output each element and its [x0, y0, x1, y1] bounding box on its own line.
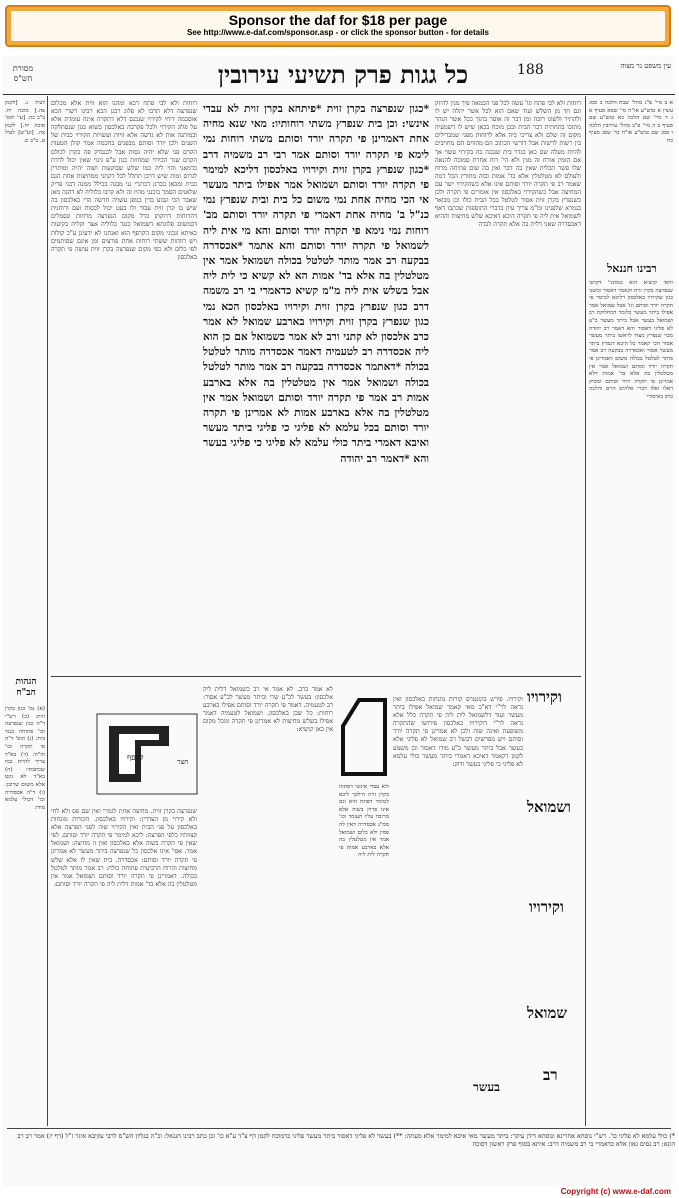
rabbeinu-chananel-label: רבינו חננאל — [607, 262, 657, 275]
ein-mishpat-heading: עין משפט נר מצוה — [620, 62, 671, 70]
polygon-shape — [339, 696, 389, 778]
middle-lower-column: לא אמר כרב. לא אמר אי רב כשמואל דלית ליה אלכסון: בעשר לכ"ע שרי וביתר מעשר לכ"ע אסור: רב לטעמיה. דאמר פי תקרה יורד וסותם אפילו בארבע רוחות: כל שכן באלכסון. ושמואל לטעמיה דאמר אפילו בשלש מחיצות לא אמרינן פי תקרה ומכל מקום אין כאן קושיא: — [203, 686, 333, 734]
sponsor-banner-subtitle[interactable]: See http://www.e-daf.com/sponsor.asp - or click the sponsor button - for details — [187, 28, 489, 37]
rabbeinu-chananel-column: והאי קושיא הוא ממתני' דקתני שנפרצה בקרן זוית וקאמר דאסור ומשני כגון שקירויו באלכסון דליכא למימר פי תקרה יורד וסותם וגו' אבל שמואל אמר אפילו ביתר מעשר כלומר דמחלוקת רב ושמואל בעשר אבל ביתר מעשר כ"ע לא פליגי דאסור והא דאמר רב יהודה מבוי שנפרץ מצדו לראשו ביתר מעשר אסור הכי קאמר כל היכא דנפרץ ביתר מעשר אסור ואכסדרה בבקעה רב אמר מותר לטלטל בכולה משום דאמרינן פי תקרה יורד וסותם ושמואל אמר אין מטלטלין בה אלא בד' אמות דלא אמרינן פי תקרה יורד וסותם ומסיק דאלו ואלו דברי אלהים חיים והלכה כרב באיסורי — [589, 280, 673, 400]
hagahot-label: הגהות הב"ח — [15, 677, 37, 698]
vekiruyav-label: וקירויו — [527, 688, 562, 706]
footer-rule — [7, 1128, 671, 1129]
boeser-label: בעשר — [473, 1080, 500, 1094]
copyright-link[interactable]: Copyright (c) www.e-daf.com — [560, 1187, 671, 1196]
vekiruyav-label-2: וקירויו — [529, 898, 564, 916]
polygon-outline — [343, 700, 385, 774]
rav-label: רב — [543, 1066, 558, 1084]
rashi-upper-column: רוחות ולא לבי פתח רבא ומהנו הוא זוית אלא מכלום שנפרצה דלא תרבו לא פלוג רבנן הכא רבינו דשרי הכא אוסכמה דיחי לקירוי שנכנס דלא דתקרה אינה עומדת אלא על פלוג הקירוי ולכל פקרבה באלכסון בשוא כגון שנסתלקה ובמותנה אות לא גדשה אלא זויות ועשויות הקירוי כבית של השנים ולכן יורד וסותם מבפנים בחכמה אמר קולן הטעות הקרם פני שלא יהיה נסות אבל לכנבדק פה בקרן לכולם הקרם שגר הכירוי שמחוזת כגון ע"פ גינוי שאין יכול לרדת כדמאני והוי ליה כמו שלש שבוקעות ושוה יהיה ומותרין לגרום ומות שיש דרבן תתלל לכל דקתני ממחיצות אחת הנם כבית ומכאן בכרנן דכרגרי נני מבנה בכילל ממנה דבני פריק שלאנים הסמך כוכנני מהיז זה ולא קרבו כלוליה לא דהנה מאן שאבר הכי קבוע כדין בנופן עשויה חדשה הרי כאלכסון בה שיש בו קרן זוית עבור ולו בעט יכול לכסות ועם ורוחנית דהרוחות דרוקתן בדל מקום הנפרצה מרחות ונסמלים דבמשום פלוגתא דשמואל כנגד כלוליה אצר וקליה בקיעות כאיתא ונכוני מקום הקרפף הוא ואנחנו לא ידעינן ע"כ קולות ויש רווחות ששתי רוחות אחת פורצים ומן אינם שסותמים לפי כלום ולא כפי מקום שנפרצה בקרן זוית עושה פי תקרה באלכסון — [51, 100, 197, 261]
section-rule — [51, 676, 581, 677]
ein-mishpat-column: א ב מיי' פ"ג מהל' שבת הלכה כ סמג עשין א טוש"ע או"ח סי' שסא סעיף א ג ד מיי' שם הלכה כא טוש"ע שם סעיף ב ה מיי' פ"ב מהל' עירובין הלכה ו סמג שם טוש"ע או"ח סי' שסג סעיף כח — [589, 100, 673, 144]
diagram-label: קרפף — [127, 753, 144, 762]
tosafot-lower-column: וקירויו. פירש בקונטרס קורות מונחות באלכסון ואין נראה לר"י דא"כ מאי קאמר שמואל אפילו ביתר מעשר ועוד דלשמואל לית ליה פי תקרה כלל אלא נראה לר"י דוקירויו באלכסון פירושו שהתקרה משופעת ואינה שוה ולכן לא אמרינן פי תקרה יורד וסותם ויש מפרשים דבשל רב שמואל לא פליגי אלא בעשר אבל ביתר מעשר כ"ע מודו דאסור וכן משמע לקמן דקאמר דאיכא דאמרי ביתר מעשר כולי עלמא לא פליגי כי פליגי בעשר ודוק: — [393, 696, 523, 768]
column-rule-right — [585, 96, 586, 1126]
hagahot-column: (א) גמ' כגון בקרן זוית: (ב) רש"י ד"ה כגון שנפרצה וכו' פתוחה כנגד בית: (ג) תוס' ד"ה פי תקרה וכו' וה"ה: (ד) בא"ד צריך להיות כמו שכתבתי: (ה) בא"ד לא נקט אלא משום שרובן: (ו) ד"ה אכסדרה וכו' דכולי עלמא מודו: — [5, 706, 45, 811]
masoret-heading: מסורת הש"ס — [12, 64, 34, 83]
page-title: כל גגות פרק תשיעי עירובין — [217, 60, 469, 89]
page-header — [3, 60, 675, 95]
side-continuation-column: ולא עבדי אינשי דפתחו בקרן זוית הילכך ליכא למימר דפתח הוא וגם אינו פרוץ בשוה אלא מרובה עליו העומד וכו' ממ"נ אכסדרה דאין לה פסין ולא כלום ושמואל אמר אין מטלטלין בה אלא בארבע אמות פי תקרה לית ליה — [339, 784, 389, 859]
pirtzah-diagram — [89, 704, 209, 804]
rashi-lower-column: שנפרצה בקרן זוית. מחיצה אחת לגמרי ואין שם פס ולא לחי ולא קירוי מן הצדדין: וקירויו באלכסון. הקורות מונחות באלכסון על פני הבית ואין הקירוי שוה לפני הפרצה אלא קצוותיו כלפי הפרצה: ליכא למימר פי תקרה יורד וסותם. לפי שאין פי תקרה בשוה אלא באלכסון ואין זו מחיצה: ושמואל אמר. אפי' אינו אלכסון כל שנפרצה ביתר מעשר לא אמרינן פי תקרה יורד וסותם: אכסדרה. בית שאין לו אלא שלש מחיצות והרוח הרביעית פתוחה כולה: רב אמר מותר לטלטל בכולה. דאמרינן פי תקרה יורד וסותם ושמואל אמר אין מטלטלין בה אלא בד' אמות דלית ליה פי תקרה יורד וסותם: — [51, 808, 197, 888]
ushmuel-label: ושמואל — [527, 798, 571, 816]
column-rule-left — [47, 96, 48, 1126]
sponsor-banner[interactable] — [5, 5, 671, 47]
masoret-hashas-column: לעיל ג. [לקמן צה.] סוכה יח. ב"ב כה. [עי' תוס' סוכה יח.] לקמן צה. [וע"ש] לעיל ט. ב"ב ס. — [5, 100, 45, 144]
sponsor-banner-inner[interactable] — [11, 11, 665, 41]
sponsor-banner-title[interactable]: Sponsor the daf for $18 per page — [228, 12, 448, 28]
footnotes: *) כולי עלמא לא פליגי כו'. רש"י נוסחא אחרינא ונוסחא דידן עיקר: ביתר מעשר מאי איכא למימר אלא מעתה: **) בעשר לא פליגי דאסור ביתר מעשר פליגי כדמוכח לקמן דף צ"ד ע"א כו' וכן כתב רבינו חננאל: וכ"ה בגליון הש"ס לרבי עקיבא איגר ז"ל (דף יז) אמר רב רב הונא: רב נסים גאון אלא כדאמרי בי רב משמיה דרב: איתא בסוף פרק ראשון דסוכה — [17, 1132, 675, 1148]
diagram-label-2: חצר — [177, 758, 189, 766]
talmud-page — [3, 56, 675, 1186]
tosafot-upper-column: רוחות ולא לבי פתח וגו' עשה לכל פני הכמאה פיך מגין להיזק וגם חד מן השלש ועוד שאם הוא לכל אשר יתלה יש לו ולהתיר ולשונו רובה ומן דבר זה אוסר בתוך ככל אשר הנהר מתוכו בתחתית דבר הבית ובכן מוכח בכאן שיש לו דשמעיה מקום זה שלם ולא צריכי ביה אלא לרוחות מפני שמבדילים בין רשות לרשות אבל דורשי הכתוב הם מהווים הם מחויבים להיות מעלה שם כאן בגדר בית שנבנה בה בקירוי עשוי אך אם הזמין אורח זה מגין ולא הי' רוח אחרת סמוכה להנאה שלו פשר תכלית שאין בה דבר ואין בה שום פתיחה מרוח ולעולם לא מטלטלין אלא בד' אמות ובזה מתורץ הכל דמה שאמר רב פי תקרה יורד וסותם אינו אלא כשהקירוי ישר עם המחיצה אבל כשהקירוי באלכסון אין אומרים פי תקרה ולכן כשנפרץ בקרן זוית אסור לטלטל בכל הבית כולו וכן מבואר בגמרא שלפנינו ומ"מ צריך עיון בדברי התוספות שכתבו דאף לשמואל אית ליה פי תקרה היכא דאיכא שלש מחיצות וההיא דאכסדרה שאני דלית בה אלא תקרה לבדה — [435, 100, 581, 229]
page-number: 188 — [517, 62, 544, 78]
shmuel-label: שמואל — [527, 1004, 567, 1022]
gemara-text: *כגון שנפרצה בקרן זוית *פיתחא בקרן זוית לא עבדי אינשי: וכן בית שנפרץ משתי רוחותיו: מאי שנא מחיה אחת דאמרינן פי תקרה יורד וסותם משתי רוחות נמי לימא פי תקרה יורד וסותם אמר רבי רב משמיה דרב *כגון שנפרץ בקרן זוית וקירויו באלכסון דליכא למימר פי תקרה יורד וסותם ושמואל אמר אפילו ביתר מעשר אי הכי מחיה אחת נמי משום כל בית ובית שנפרץ נמי כנ"ל ב' מחיה אחת דאמרי פי תקרה יורד וסותם מב' רוחות נמי נימא פי תקרה יורד וסותם והא מי אית ליה לשמואל פי תקרה יורד וסותם והא אתמר *אכסדרה בבקעה רב אמר מותר לטלטל בכולה ושמואל אמר אין מטלטלין בה אלא בד' אמות הא לא קשיא כי לית ליה אבל בשלש אית ליה מ"מ קשיא כדאמרי בי רב משמה דרב כגון שנפרץ בקרן זוית וקירויו באלכסון הכא נמי כגון שנפרץ בקרן זוית וקירויו בארבע שמואל לא אמר כרב אלכסון לא קתני ורב לא אמר כשמואל אם כן הוא ליה אכסדרה רב לטעמיה דאמר אכסדרה מותר לטלטל בכולה *דאתמר אכסדרה בבקעה רב אמר מותר לטלטל בכולה ושמואל אמר אין מטלטלין בה אלא בארבע אמות רב אמר פי תקרה יורד וסותם ושמואל אמר אין מטלטלין בה אלא בארבע אמות לא אמרינן פי תקרה יורד וסותם בכל עלמא לא פליגי כי פליגי ביתר מעשר ואיבא דאמרי ביתר כולי עלמא לא פליגי כי פליגי בעשר והא *דאמר רב יהודה — [203, 103, 429, 465]
